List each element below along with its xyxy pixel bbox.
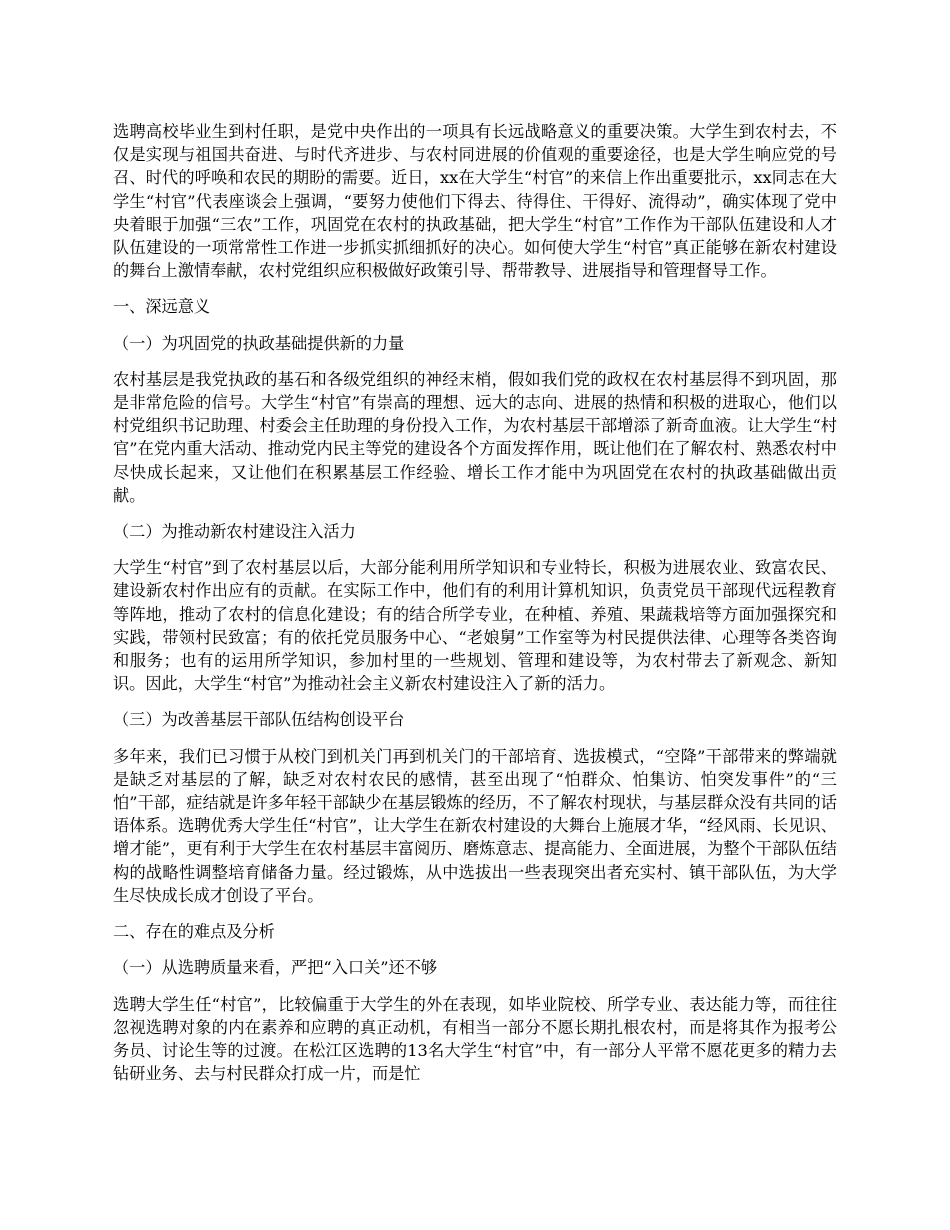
paragraph-1-2: 大学生“村官”到了农村基层以后，大部分能利用所学知识和专业特长，积极为进展农业、致富农民、建设新农村作出应有的贡献。在实际工作中，他们有的利用计算机知识，负责党员干部现代远程教育等阵地，推动了农村的信息化建设；有的结合所学专业，在种植、养殖、果蔬栽培等方面加强探究和实践，带领村民致富；有的依托党员服务中心、“老娘舅”工作室等为村民提供法律、心理等各类咨询和服务；也有的运用所学知识，参加村里的一些规划、管理和建设等，为农村带去了新观念、新知识。因此，大学生“村官”为推动社会主义新农村建设注入了新的活力。 xyxy=(113,558,837,694)
document-page xyxy=(113,120,837,1098)
paragraph-1-3: 多年来，我们已习惯于从校门到机关门再到机关门的干部培育、选拔模式，“空降”干部带来的弊端就是缺乏对基层的了解，缺乏对农村农民的感情，甚至出现了“怕群众、怕集访、怕突发事件”的“三怕”干部，症结就是许多年轻干部缺少在基层锻炼的经历，不了解农村现状，与基层群众没有共同的话语体系。选聘优秀大学生任“村官”，让大学生在新农村建设的大舞台上施展才华，“经风雨、长见识、增才能”，更有利于大学生在农村基层丰富阅历、磨炼意志、提高能力、全面进展，为整个干部队伍结构的战略性调整培育储备力量。经过锻炼，从中选拔出一些表现突出者充实村、镇干部队伍，为大学生尽快成长成才创设了平台。 xyxy=(113,746,837,905)
subsection-heading-1-2: （二）为推动新农村建设注入活力 xyxy=(113,522,356,542)
paragraph-1-1: 农村基层是我党执政的基石和各级党组织的神经末梢，假如我们党的政权在农村基层得不到巩固，那是非常危险的信号。大学生“村官”有崇高的理想、远大的志向、进展的热情和积极的进取心，他们以村党组织书记助理、村委会主任助理的身份投入工作，为农村基层干部增添了新奇血液。让大学生“村官”在党内重大活动、推动党内民主等党的建设各个方面发挥作用，既让他们在了解农村、熟悉农村中尽快成长起来，又让他们在积累基层工作经验、增长工作才能中为巩固党在农村的执政基础做出贡献。 xyxy=(113,369,837,505)
subsection-heading-1-1: （一）为巩固党的执政基础提供新的力量 xyxy=(113,333,405,353)
intro-paragraph: 选聘高校毕业生到村任职，是党中央作出的一项具有长远战略意义的重要决策。大学生到农村去，不仅是实现与祖国共奋进、与时代齐进步、与农村同进展的价值观的重要途径，也是大学生响应党的号召、时代的呼唤和农民的期盼的需要。近日，xx在大学生“村官”的来信上作出重要批示，xx同志在大学生“村官”代表座谈会上强调，“要努力使他们下得去、待得住、干得好、流得动”，确实体现了党中央着眼于加强“三农”工作，巩固党在农村的执政基础，把大学生“村官”工作作为干部队伍建设和人才队伍建设的一项常常性工作进一步抓实抓细抓好的决心。如何使大学生“村官”真正能够在新农村建设的舞台上激情奉献，农村党组织应积极做好政策引导、帮带教导、进展指导和管理督导工作。 xyxy=(113,122,837,281)
subsection-heading-1-3: （三）为改善基层干部队伍结构创设平台 xyxy=(113,710,405,730)
paragraph-2-1: 选聘大学生任“村官”，比较偏重于大学生的外在表现，如毕业院校、所学专业、表达能力等，而往往忽视选聘对象的内在素养和应聘的真正动机，有相当一部分不愿长期扎根农村，而是将其作为报考公务员、讨论生等的过渡。在松江区选聘的13名大学生“村官”中，有一部分人平常不愿花更多的精力去钻研业务、去与村民群众打成一片，而是忙 xyxy=(113,994,837,1084)
section-heading-1: 一、深远意义 xyxy=(113,297,211,317)
section-heading-2: 二、存在的难点及分析 xyxy=(113,922,275,942)
subsection-heading-2-1: （一）从选聘质量来看，严把“入口关”还不够 xyxy=(113,958,438,978)
